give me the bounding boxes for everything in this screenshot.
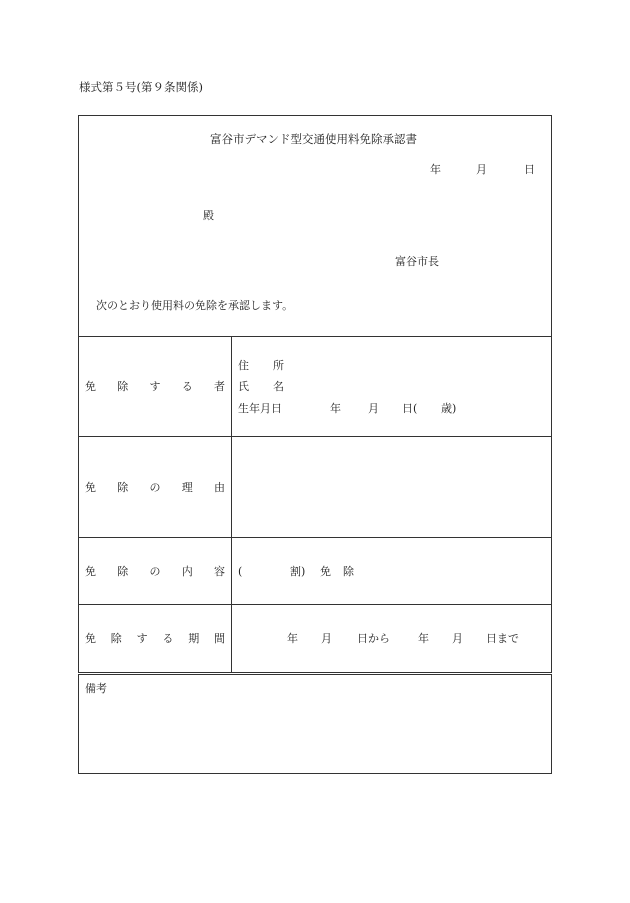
date-day: 日 [524, 163, 535, 176]
table-column-divider [231, 336, 232, 673]
reason-label-char: 理 [181, 481, 193, 494]
person-label-char: 免 [85, 380, 96, 393]
period-from-year: 年 [287, 632, 298, 645]
age-label: 歳) [441, 402, 457, 415]
person-label-char: 者 [214, 380, 225, 393]
period-label-char: 期 [188, 632, 200, 645]
content-menjo-char: 免 [320, 565, 331, 578]
period-label-char: す [136, 632, 148, 645]
address-label-char: 住 [238, 359, 249, 372]
row-divider-2 [78, 537, 552, 538]
approval-statement: 次のとおり使用料の免除を承認します。 [96, 299, 294, 312]
person-label-char: る [181, 380, 193, 393]
remarks-box [78, 674, 552, 774]
row-divider-3 [78, 604, 552, 605]
period-from-day: 日から [357, 632, 390, 645]
row-divider-1 [78, 436, 552, 437]
content-label [85, 566, 225, 577]
reason-label-char: の [149, 481, 161, 494]
reason-label-char: 免 [85, 481, 96, 494]
person-label-char: 除 [117, 380, 129, 393]
content-label-char: 免 [85, 565, 96, 578]
reason-label [85, 482, 225, 493]
document-title: 富谷市デマンド型交通使用料免除承認書 [210, 132, 417, 146]
birth-day: 日( [402, 402, 418, 415]
name-label [238, 381, 284, 392]
period-label-char: 間 [213, 632, 225, 645]
date-month: 月 [476, 163, 487, 176]
content-label-char: 内 [181, 565, 193, 578]
birth-year: 年 [330, 402, 341, 415]
addressee-suffix: 殿 [203, 209, 214, 222]
period-label [85, 633, 225, 644]
content-menjo-char: 除 [343, 565, 354, 578]
remarks-label: 備考 [85, 682, 107, 695]
content-menjo [320, 566, 354, 577]
content-label-char: 容 [214, 565, 225, 578]
period-label-char: 除 [110, 632, 122, 645]
date-year: 年 [430, 163, 441, 176]
content-wari: 割) [290, 565, 306, 578]
person-label [85, 381, 225, 392]
period-label-char: る [162, 632, 174, 645]
period-to-year: 年 [418, 632, 429, 645]
issuer: 富谷市長 [395, 255, 439, 268]
content-open-paren: ( [238, 565, 243, 578]
reason-label-char: 除 [117, 481, 129, 494]
address-label [238, 360, 284, 371]
address-label-char: 所 [273, 359, 284, 372]
person-label-char: す [149, 380, 161, 393]
period-to-day: 日まで [486, 632, 519, 645]
birth-month: 月 [368, 402, 379, 415]
content-label-char: の [149, 565, 161, 578]
name-label-char: 氏 [238, 380, 249, 393]
form-number: 様式第５号(第９条関係) [79, 80, 203, 94]
period-to-month: 月 [452, 632, 463, 645]
birth-label: 生年月日 [238, 402, 282, 415]
period-from-month: 月 [321, 632, 332, 645]
name-label-char: 名 [273, 380, 284, 393]
reason-label-char: 由 [214, 481, 225, 494]
content-label-char: 除 [117, 565, 129, 578]
period-label-char: 免 [85, 632, 96, 645]
